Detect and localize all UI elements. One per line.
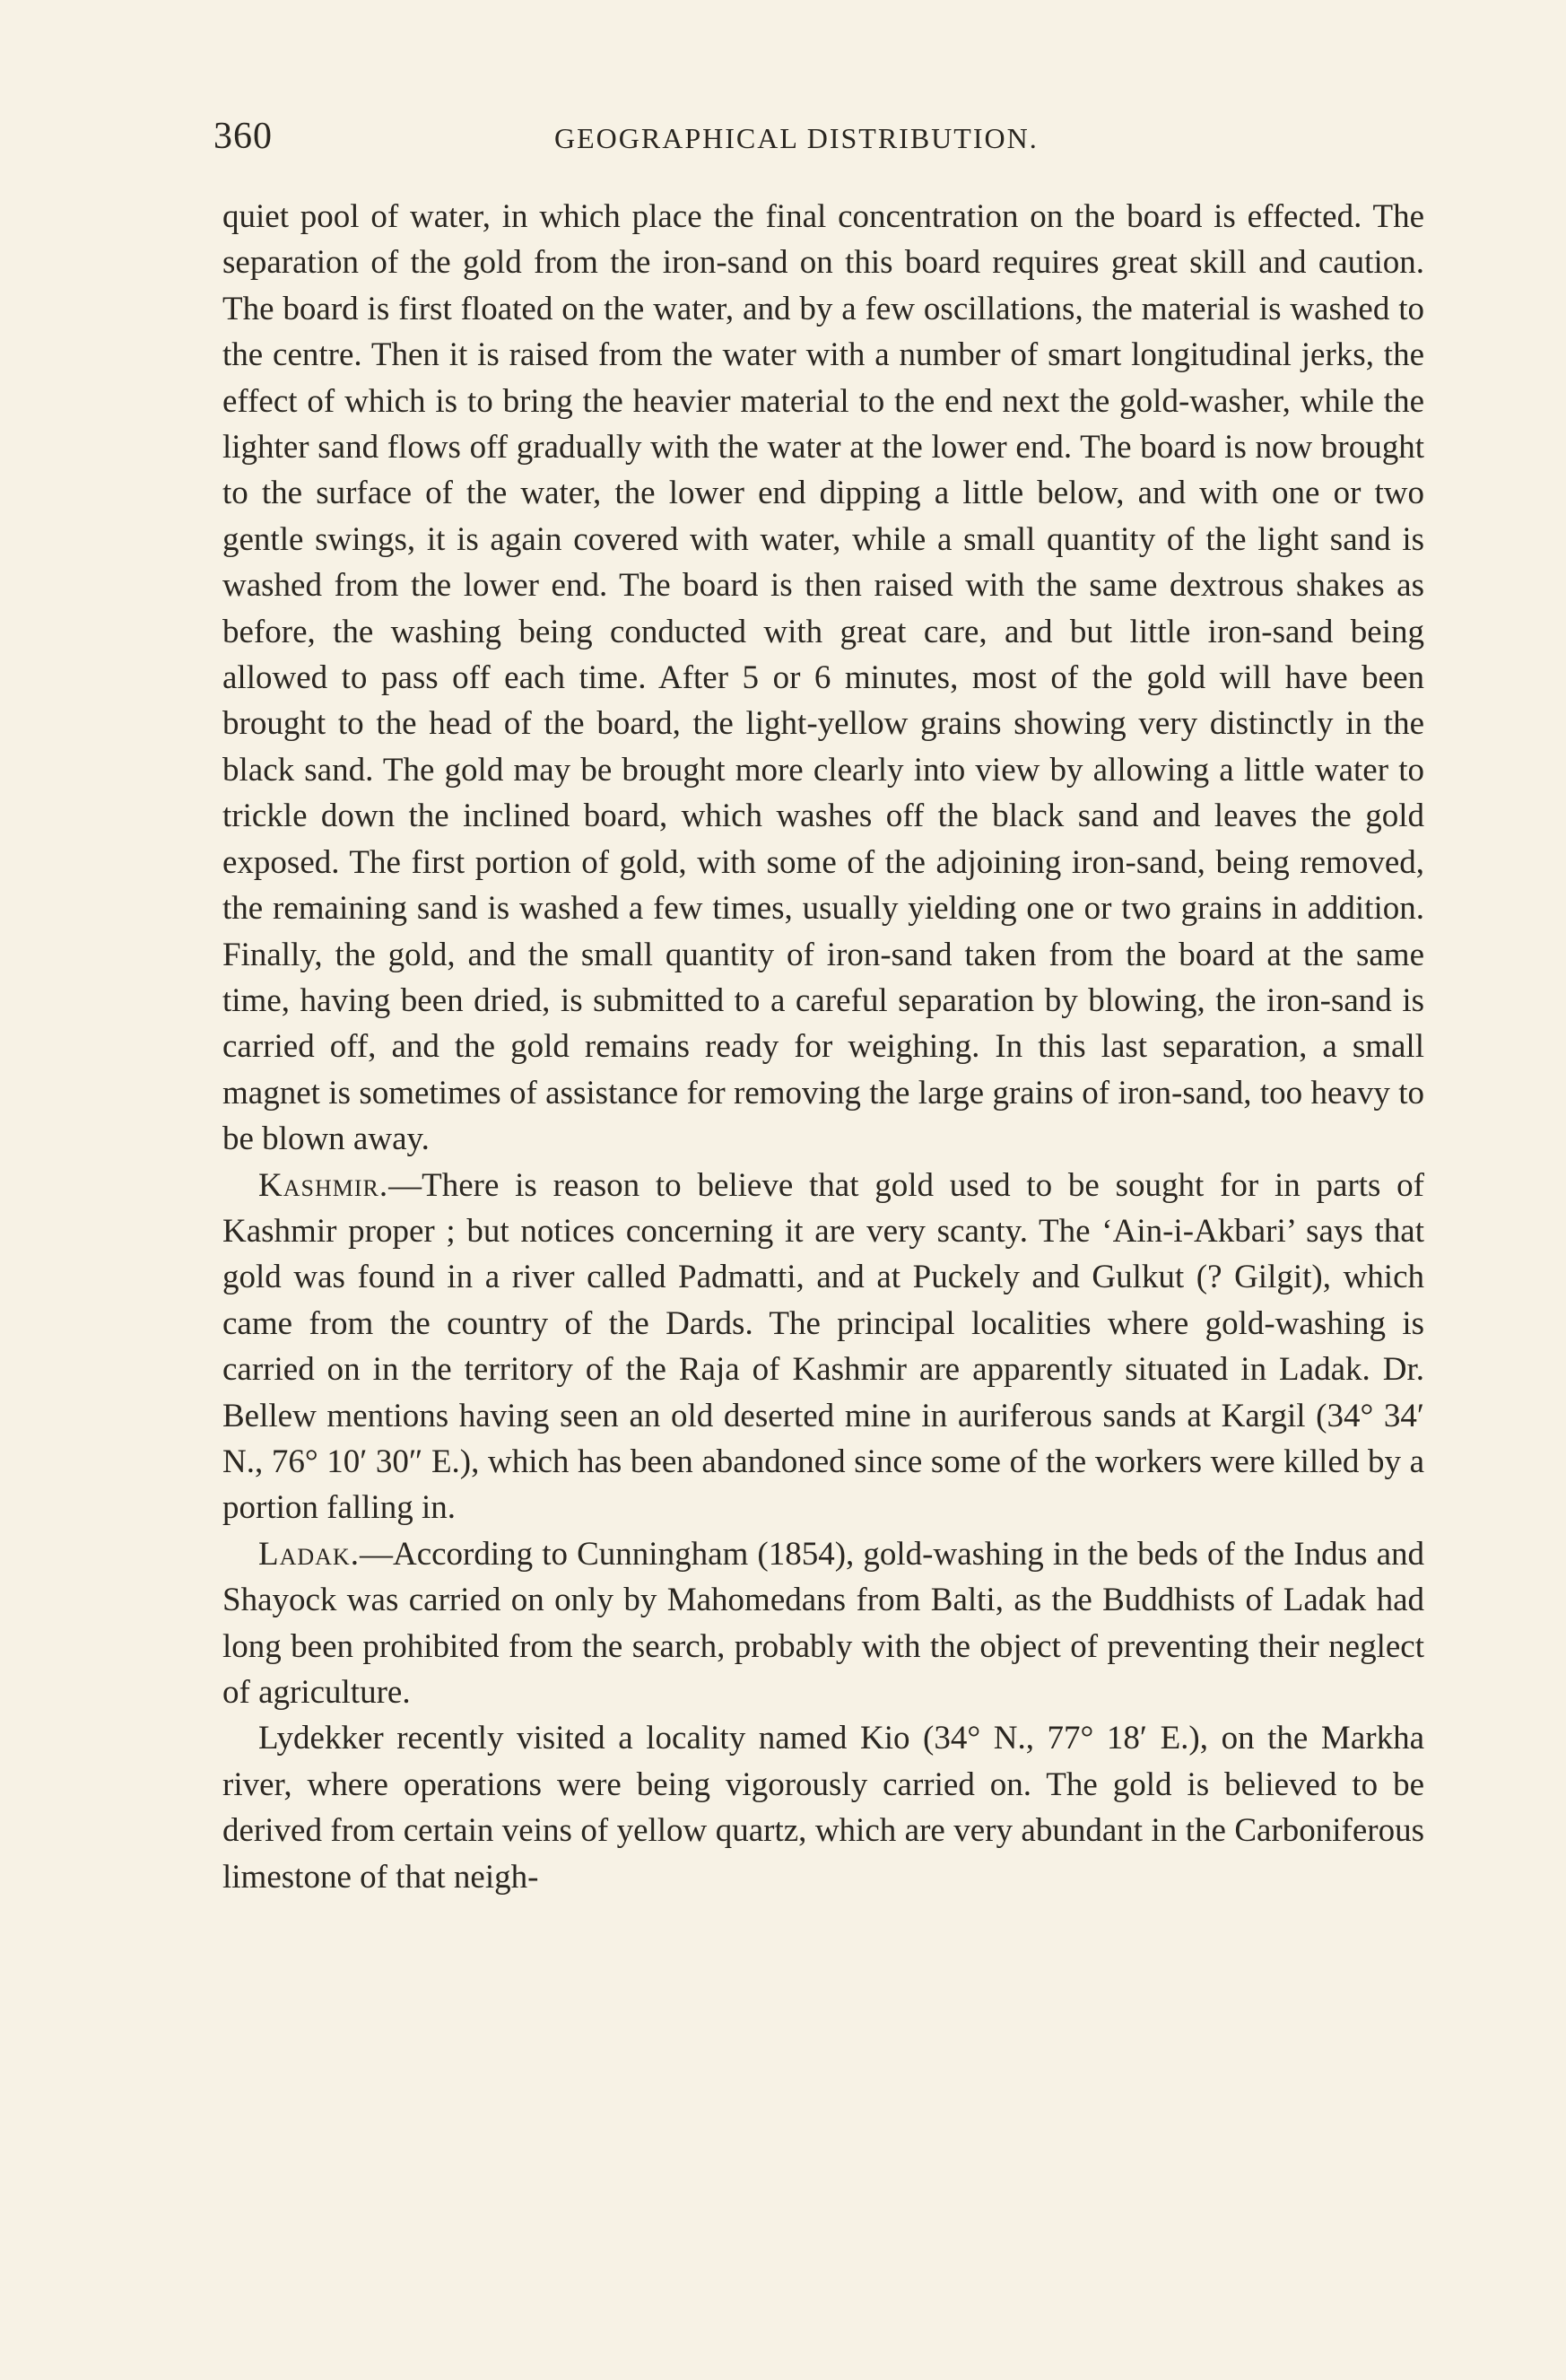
page-number: 360 (213, 116, 273, 157)
paragraph-text: —According to Cunningham (1854), gold-washing in the beds of the Indus and Shayock was carried on only by Mahomedans from Balti, as the Buddhists of Ladak had long been prohibited from the search, probably with the object of preventing their neglect of agriculture. (222, 1535, 1424, 1711)
paragraph-kashmir (222, 1163, 1424, 1531)
section-lead-ladak: Ladak. (258, 1535, 360, 1573)
body-text (222, 194, 1424, 1900)
paragraph-text: quiet pool of water, in which place the final concentration on the board is effected. The separation of the gold from the iron-sand on this board requires great skill and caution. The board is first floated on the water, and by a few oscillations, the material is washed to the centre. Then it is raised from the water with a number of smart longitudinal jerks, the effect of which is to bring the heavier material to the end next the gold-washer, while the lighter sand flows off gradually with the water at the lower end. The board is now brought to the surface of the water, the lower end dipping a little below, and with one or two gentle swings, it is again covered with water, while a small quantity of the light sand is washed from the lower end. The board is then raised with the same dextrous shakes as before, the washing being conducted with great care, and but little iron-sand being allowed to pass off each time. After 5 or 6 minutes, most of the gold will have been brought to the head of the board, the light-yellow grains showing very distinctly in the black sand. The gold may be brought more clearly into view by allowing a little water to trickle down the inclined board, which washes off the black sand and leaves the gold exposed. The first portion of gold, with some of the adjoining iron-sand, being removed, the remaining sand is washed a few times, usually yielding one or two grains in addition. Finally, the gold, and the small quantity of iron-sand taken from the board at the same time, having been dried, is submitted to a careful separation by blowing, the iron-sand is carried off, and the gold remains ready for weighing. In this last separation, a small magnet is sometimes of assistance for removing the large grains of iron-sand, too heavy to be blown away. (222, 198, 1424, 1158)
paragraph-ladak (222, 1531, 1424, 1716)
running-head: GEOGRAPHICAL DISTRIBUTION. (554, 122, 1039, 154)
paragraph-gold-washing (222, 194, 1424, 1163)
page-header (213, 115, 1424, 169)
paragraph-lydekker (222, 1715, 1424, 1900)
paragraph-text: Lydekker recently visited a locality named Kio (34° N., 77° 18′ E.), on the Markha river, where operations were being vigorously carried on. The gold is believed to be derived from certain veins of yellow quartz, which are very abundant in the Carboniferous limestone of that neigh- (222, 1720, 1424, 1896)
paragraph-text: —There is reason to believe that gold used to be sought for in parts of Kashmir proper ; but notices concerning it are very scanty. The ‘Ain-i-Akbari’ says that gold was found in a river called Padmatti, and at Puckely and Gulkut (? Gilgit), which came from the country of the Dards. The principal localities where gold-washing is carried on in the territory of the Raja of Kashmir are apparently situated in Ladak. Dr. Bellew mentions having seen an old deserted mine in auriferous sands at Kargil (34° 34′ N., 76° 10′ 30″ E.), which has been abandoned since some of the workers were killed by a portion falling in. (222, 1166, 1424, 1527)
section-lead-kashmir: Kashmir. (258, 1166, 389, 1204)
